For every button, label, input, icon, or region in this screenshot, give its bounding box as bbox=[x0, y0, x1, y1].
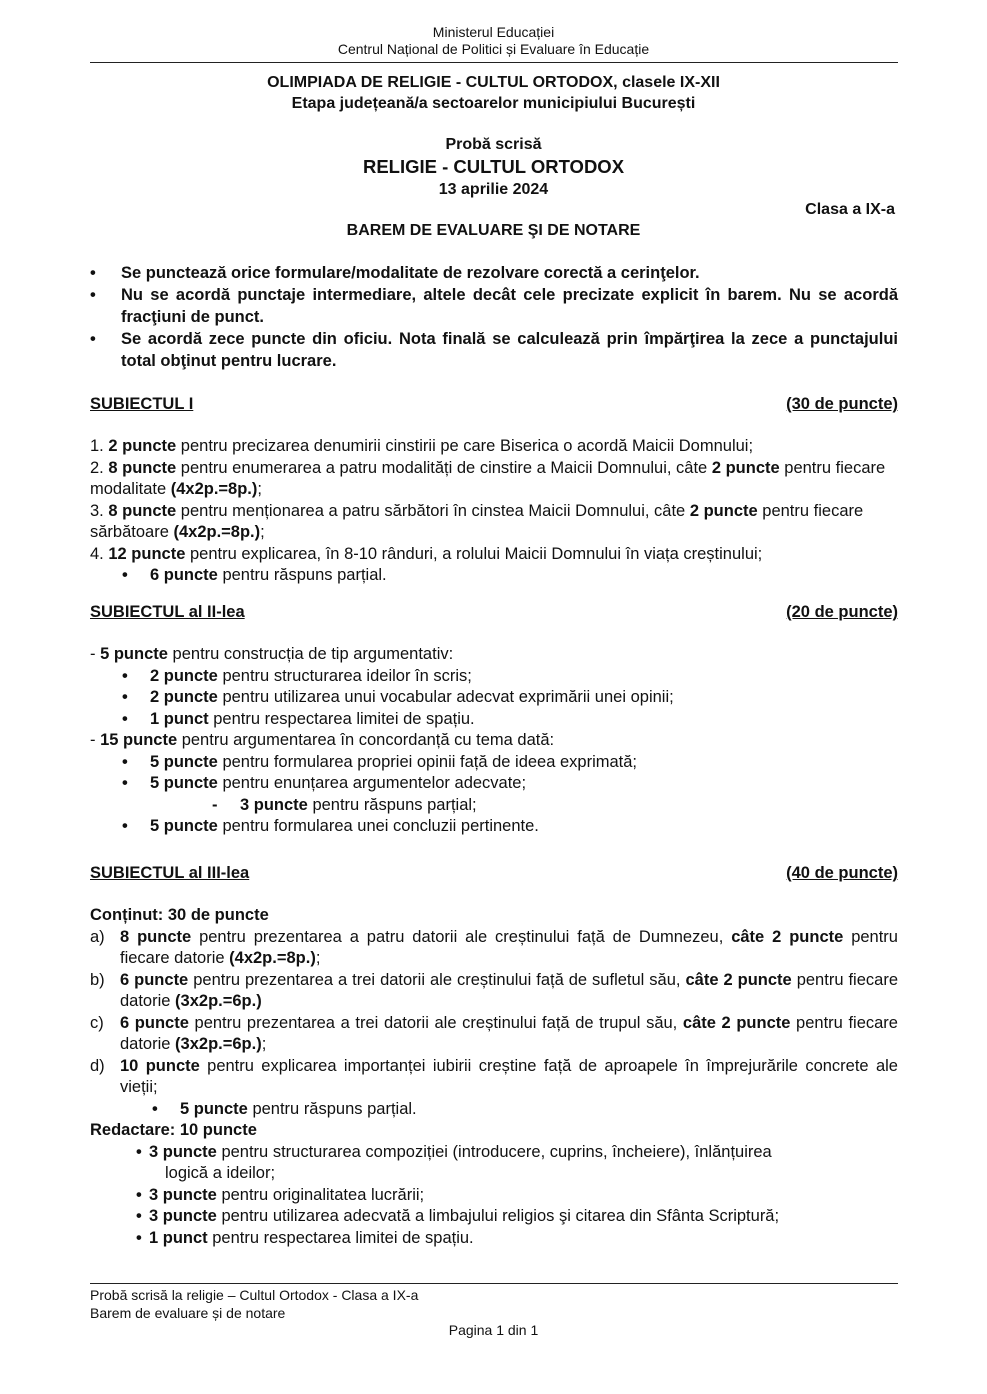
list-item: - 5 puncte pentru construcția de tip argumentativ: bbox=[90, 645, 454, 663]
list-item: • 2 puncte pentru utilizarea unui vocabular adecvat exprimării unei opinii; bbox=[90, 687, 898, 709]
list-item: 2. 8 puncte pentru enumerarea a patru modalități de cinstire a Maicii Domnului, câte 2 puncte pentru fiecare modalitate (4x2p.=8p.); bbox=[90, 458, 886, 498]
list-item: • 1 punct pentru respectarea limitei de spațiu. bbox=[90, 709, 898, 731]
subject-2-heading: SUBIECTUL al II-lea (20 de puncte) bbox=[90, 603, 898, 621]
header-rule bbox=[90, 62, 898, 63]
subject-1-body bbox=[90, 436, 898, 587]
footer-line-1: Probă scrisă la religie – Cultul Ortodox - Clasa a IX-a bbox=[90, 1287, 419, 1303]
note-item: • Nu se acordă punctaje intermediare, altele decât cele precizate explicit în barem. Nu se acordă fracţiuni de punct. bbox=[90, 284, 898, 328]
list-item: • 2 puncte pentru structurarea ideilor în scris; bbox=[90, 666, 898, 688]
list-item: • 5 puncte pentru enunțarea argumentelor adecvate; bbox=[90, 773, 898, 795]
list-item: b) 6 puncte pentru prezentarea a trei datorii ale creștinului față de sufletul său, câte 2 puncte pentru fiecare datorie (3x2p.=6p.) bbox=[90, 970, 898, 1010]
list-item: • 6 puncte pentru răspuns parțial. bbox=[90, 565, 898, 587]
list-item: - 3 puncte pentru răspuns parțial; bbox=[90, 795, 898, 817]
list-item: • 5 puncte pentru formularea unei concluzii pertinente. bbox=[90, 816, 898, 838]
subject-3-heading: SUBIECTUL al III-lea (40 de puncte) bbox=[90, 864, 898, 882]
barem-title: BAREM DE EVALUARE ŞI DE NOTARE bbox=[346, 222, 641, 239]
list-item: • 3 puncte pentru utilizarea adecvată a limbajului religios şi citarea din Sfânta Scriptură; bbox=[90, 1206, 898, 1228]
subject-3-body bbox=[90, 905, 898, 1249]
list-item: c) 6 puncte pentru prezentarea a trei datorii ale creștinului față de trupul său, câte 2 puncte pentru fiecare datorie (3x2p.=6p.); bbox=[90, 1013, 898, 1053]
list-item: • 5 puncte pentru răspuns parțial. bbox=[90, 1099, 898, 1121]
footer bbox=[90, 1286, 418, 1322]
exam-date: 13 aprilie 2024 bbox=[438, 181, 549, 198]
list-item: 1. 2 puncte pentru precizarea denumirii cinstirii pe care Biserica o acordă Maicii Domnului; bbox=[90, 437, 754, 455]
ministry-name: Ministerul Educației bbox=[432, 24, 555, 40]
list-item: • 3 puncte pentru structurarea compoziției (introducere, cuprins, încheiere), înlănțuirea logică a ideilor; bbox=[90, 1142, 898, 1185]
footer-line-2: Barem de evaluare și de notare bbox=[90, 1305, 286, 1321]
list-item: • 3 puncte pentru originalitatea lucrării; bbox=[90, 1185, 898, 1207]
subject-2-body bbox=[90, 644, 898, 838]
page-number: Pagina 1 din 1 bbox=[448, 1322, 539, 1338]
subject-1-heading: SUBIECTUL I (30 de puncte) bbox=[90, 395, 898, 413]
list-item: • 5 puncte pentru formularea propriei opinii față de ideea exprimată; bbox=[90, 752, 898, 774]
list-item: 4. 12 puncte pentru explicarea, în 8-10 rânduri, a rolului Maicii Domnului în viața creștinului; bbox=[90, 544, 763, 563]
footer-rule bbox=[90, 1283, 898, 1284]
list-item: d) 10 puncte pentru explicarea importanței iubirii creștine față de aproapele în împrejurările concrete ale vieții; bbox=[90, 1056, 898, 1096]
general-notes bbox=[90, 262, 898, 372]
note-item: • Se punctează orice formulare/modalitate de rezolvare corectă a cerinţelor. bbox=[90, 262, 898, 284]
exam-type: Probă scrisă bbox=[445, 136, 542, 153]
editing-heading: Redactare: 10 puncte bbox=[90, 1121, 257, 1139]
list-item: • 1 punct pentru respectarea limitei de spațiu. bbox=[90, 1228, 898, 1250]
content-heading: Conținut: 30 de puncte bbox=[90, 906, 269, 924]
exam-subject: RELIGIE - CULTUL ORTODOX bbox=[362, 156, 625, 177]
grade-label: Clasa a IX-a bbox=[805, 201, 895, 218]
ministry-header bbox=[0, 24, 987, 58]
center-name: Centrul Național de Politici și Evaluare în Educație bbox=[337, 41, 650, 57]
list-item: 3. 8 puncte pentru menționarea a patru sărbători în cinstea Maicii Domnului, câte 2 puncte pentru fiecare sărbătoare (4x2p.=8p.); bbox=[90, 501, 864, 541]
olympiad-title: OLIMPIADA DE RELIGIE - CULTUL ORTODOX, clasele IX-XII Etapa județeană/a sectoarelor municipiului București bbox=[267, 74, 720, 112]
list-item: - 15 puncte pentru argumentarea în concordanță cu tema dată: bbox=[90, 731, 555, 749]
note-item: • Se acordă zece puncte din oficiu. Nota finală se calculează prin împărţirea la zece a punctajului total obţinut pentru lucrare. bbox=[90, 328, 898, 372]
list-item: a) 8 puncte pentru prezentarea a patru datorii ale creștinului față de Dumnezeu, câte 2 puncte pentru fiecare datorie (4x2p.=8p.); bbox=[90, 927, 898, 967]
exam-info bbox=[0, 134, 987, 200]
